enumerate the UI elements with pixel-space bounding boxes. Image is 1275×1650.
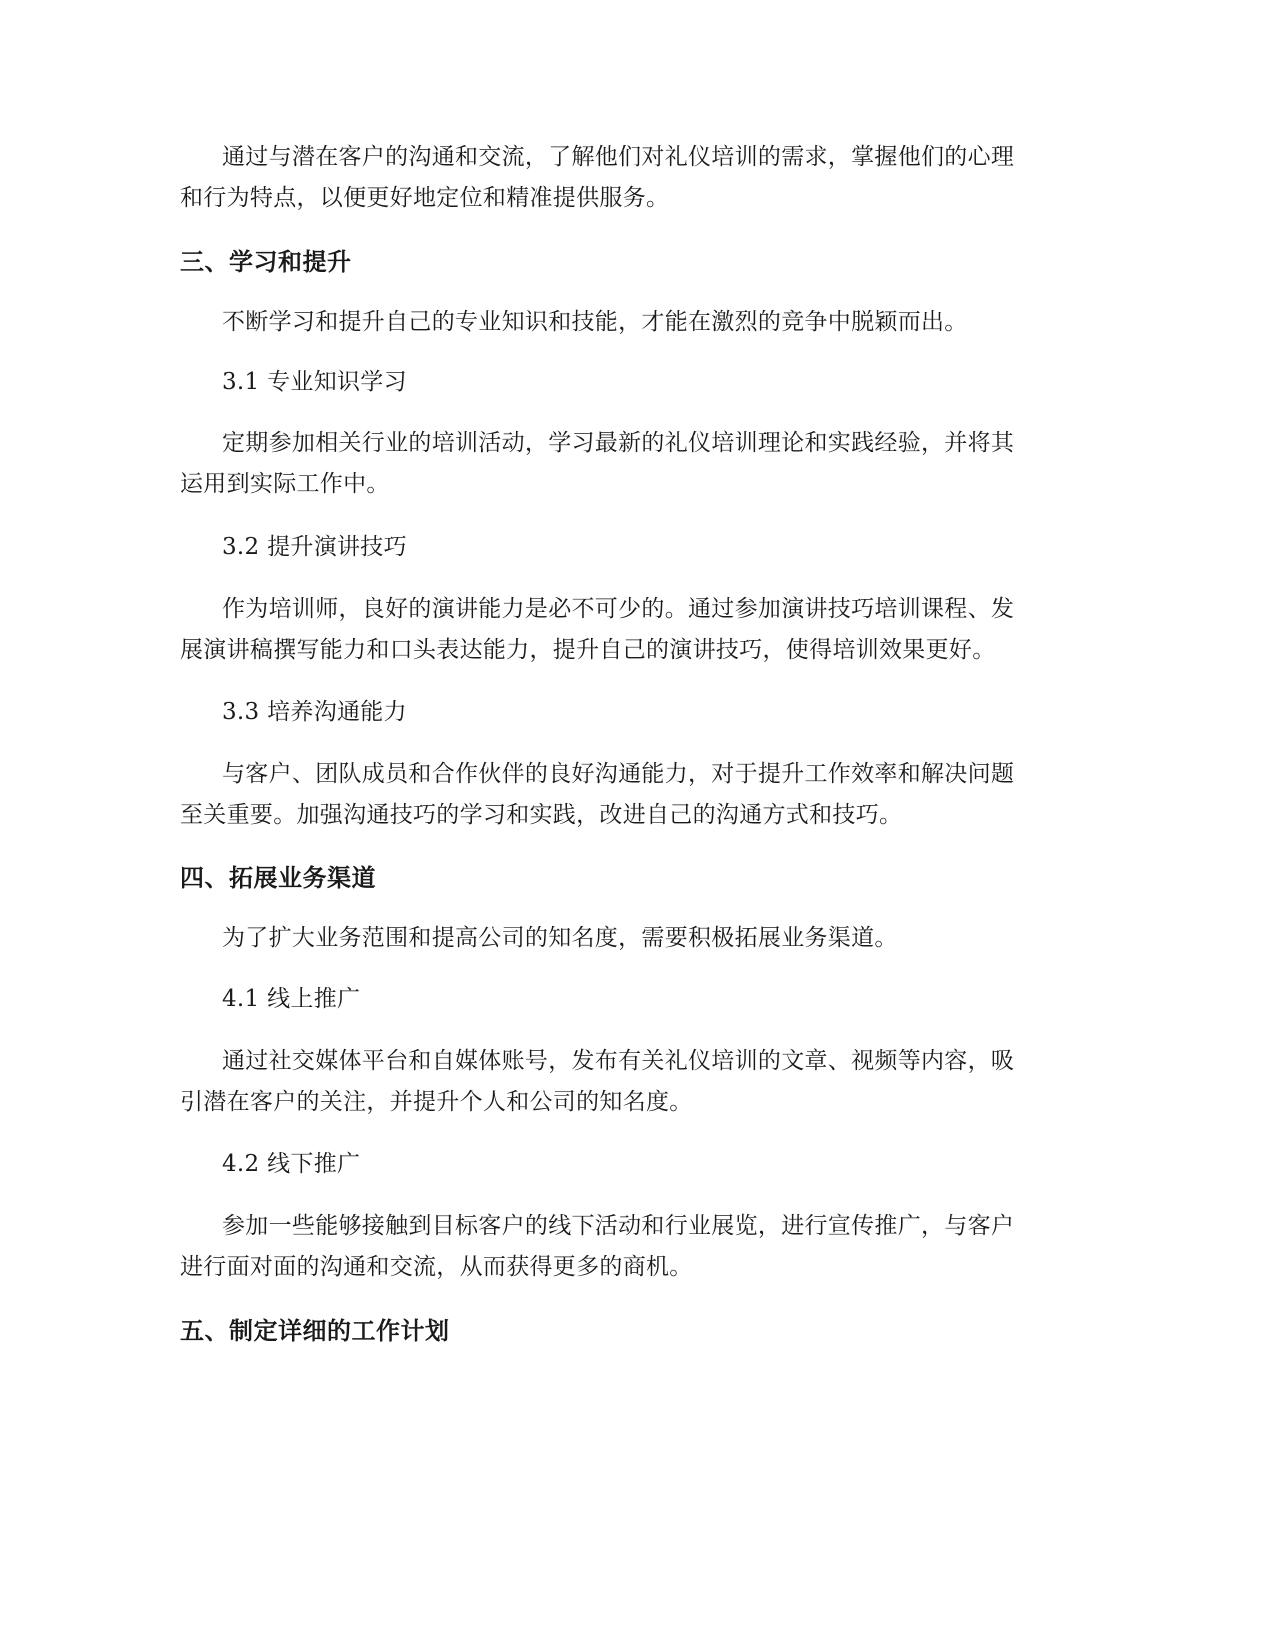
subheading-speech-skills: 3.2 提升演讲技巧 — [222, 534, 407, 560]
paragraph-customer-needs: 通过与潜在客户的沟通和交流，了解他们对礼仪培训的需求，掌握他们的心理和行为特点，以便更好地定位和精准提供服务。 — [180, 144, 1015, 211]
heading-learning-improvement: 三、学习和提升 — [180, 248, 352, 276]
paragraph-online-promotion: 通过社交媒体平台和自媒体账号，发布有关礼仪培训的文章、视频等内容，吸引潜在客户的关注，并提升个人和公司的知名度。 — [180, 1048, 1015, 1115]
heading-work-plan: 五、制定详细的工作计划 — [180, 1317, 450, 1345]
paragraph-professional-knowledge: 定期参加相关行业的培训活动，学习最新的礼仪培训理论和实践经验，并将其运用到实际工作中。 — [180, 430, 1015, 497]
paragraph-offline-promotion: 参加一些能够接触到目标客户的线下活动和行业展览，进行宣传推广，与客户进行面对面的沟通和交流，从而获得更多的商机。 — [180, 1213, 1015, 1280]
subheading-offline-promotion: 4.2 线下推广 — [222, 1151, 361, 1177]
paragraph-channels-intro: 为了扩大业务范围和提高公司的知名度，需要积极拓展业务渠道。 — [222, 925, 898, 951]
subheading-communication: 3.3 培养沟通能力 — [222, 699, 407, 725]
subheading-professional-knowledge: 3.1 专业知识学习 — [222, 369, 407, 395]
paragraph-communication: 与客户、团队成员和合作伙伴的良好沟通能力，对于提升工作效率和解决问题至关重要。加强沟通技巧的学习和实践，改进自己的沟通方式和技巧。 — [180, 761, 1015, 828]
heading-expand-channels: 四、拓展业务渠道 — [180, 864, 376, 892]
paragraph-learning-intro: 不断学习和提升自己的专业知识和技能，才能在激烈的竞争中脱颖而出。 — [222, 309, 968, 335]
paragraph-speech-skills: 作为培训师，良好的演讲能力是必不可少的。通过参加演讲技巧培训课程、发展演讲稿撰写能力和口头表达能力，提升自己的演讲技巧，使得培训效果更好。 — [180, 596, 1015, 663]
subheading-online-promotion: 4.1 线上推广 — [222, 986, 361, 1012]
